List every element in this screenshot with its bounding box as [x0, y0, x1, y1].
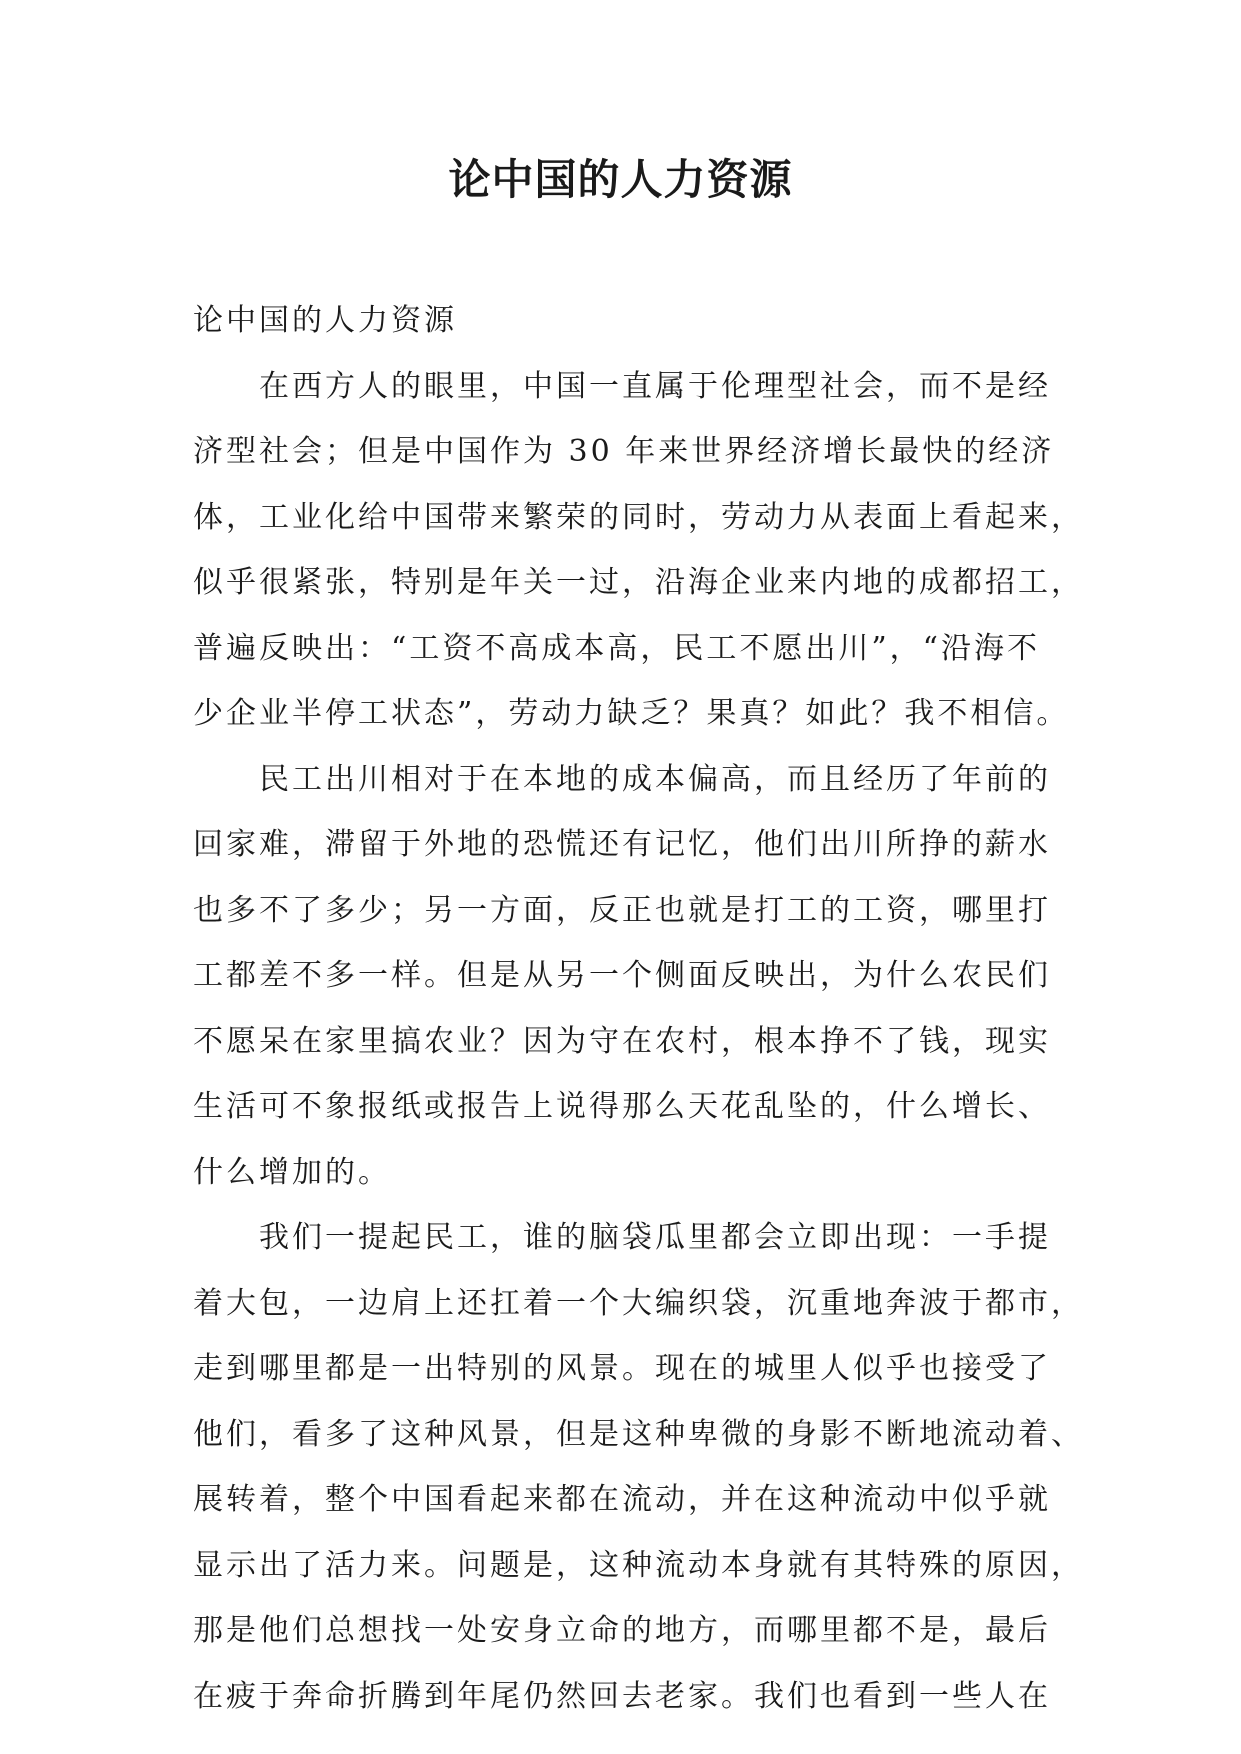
document-body — [193, 288, 1084, 1729]
text-line: 普遍反映出：“工资不高成本高，民工不愿出川”，“沿海不 — [193, 630, 1041, 666]
text-line: 论中国的人力资源 — [193, 303, 457, 338]
text-line: 民工出川相对于在本地的成本偏高，而且经历了年前的 — [259, 761, 1051, 797]
page-title: 论中国的人力资源 — [448, 155, 793, 204]
text-line: 我们一提起民工，谁的脑袋瓜里都会立即出现：一手提 — [259, 1220, 1051, 1255]
text-line: 体，工业化给中国带来繁荣的同时，劳动力从表面上看起来， — [193, 499, 1084, 535]
text-line: 工都差不多一样。但是从另一个侧面反映出，为什么农民们 — [193, 958, 1051, 993]
text-line: 着大包，一边肩上还扛着一个大编织袋，沉重地奔波于都市， — [193, 1285, 1084, 1321]
text-line: 显示出了活力来。问题是，这种流动本身就有其特殊的原因， — [193, 1547, 1084, 1583]
text-line: 走到哪里都是一出特别的风景。现在的城里人似乎也接受了 — [193, 1351, 1051, 1386]
text-line: 也多不了多少；另一方面，反正也就是打工的工资，哪里打 — [193, 892, 1051, 928]
text-line: 在疲于奔命折腾到年尾仍然回去老家。我们也看到一些人在 — [193, 1678, 1051, 1714]
text-line: 不愿呆在家里搞农业？因为守在农村，根本挣不了钱，现实 — [193, 1023, 1051, 1059]
text-line: 济型社会；但是中国作为 30 年来世界经济增长最快的经济 — [193, 434, 1055, 469]
text-line: 似乎很紧张，特别是年关一过，沿海企业来内地的成都招工， — [193, 565, 1084, 600]
text-line: 少企业半停工状态”，劳动力缺乏？果真？如此？我不相信。 — [193, 696, 1070, 731]
text-line: 在西方人的眼里，中国一直属于伦理型社会，而不是经 — [259, 368, 1051, 404]
text-line: 什么增加的。 — [193, 1154, 391, 1190]
text-line: 他们，看多了这种风景，但是这种卑微的身影不断地流动着、 — [193, 1416, 1084, 1452]
text-line: 回家难，滞留于外地的恐慌还有记忆，他们出川所挣的薪水 — [193, 827, 1051, 862]
text-line: 展转着，整个中国看起来都在流动，并在这种流动中似乎就 — [193, 1482, 1051, 1517]
text-line: 那是他们总想找一处安身立命的地方，而哪里都不是，最后 — [193, 1613, 1051, 1648]
text-line: 生活可不象报纸或报告上说得那么天花乱坠的，什么增长、 — [193, 1089, 1051, 1124]
